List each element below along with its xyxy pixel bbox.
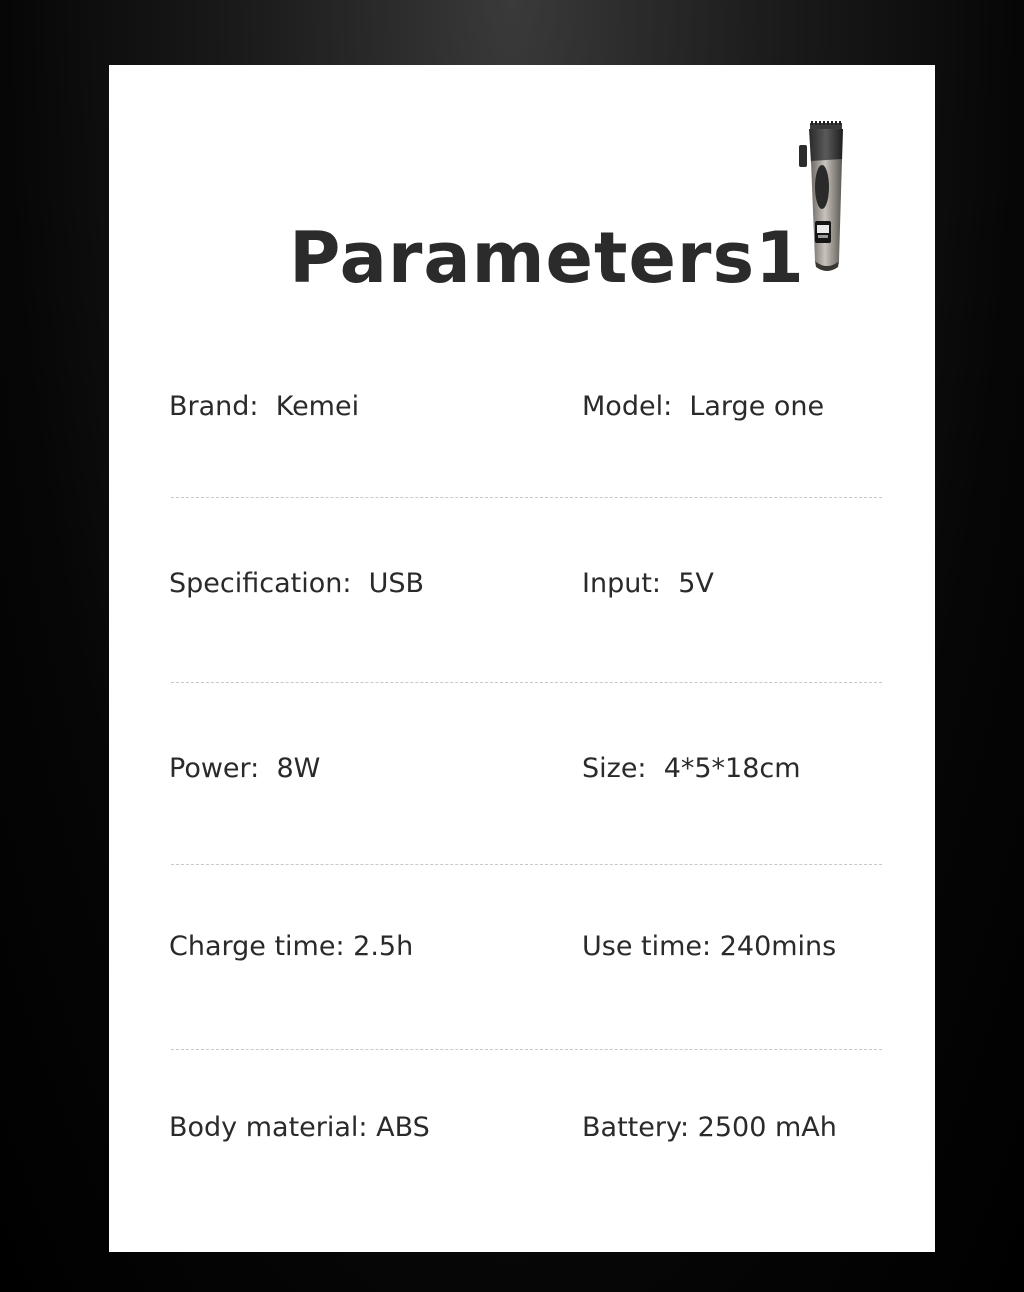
- param-charge-time: [169, 933, 413, 960]
- param-brand: [169, 393, 359, 420]
- param-use-time-label: Use time:: [582, 931, 712, 962]
- row-divider: [171, 864, 882, 865]
- param-specification: [169, 570, 424, 597]
- param-brand-value: Kemei: [275, 391, 360, 422]
- row-divider: [171, 497, 882, 498]
- page-title: Parameters1: [289, 217, 805, 299]
- param-charge-time-label: Charge time:: [169, 931, 345, 962]
- param-use-time-value: 240mins: [719, 931, 837, 962]
- param-input: [582, 570, 714, 597]
- row-divider: [171, 1049, 882, 1050]
- param-body-material: [169, 1114, 430, 1141]
- param-input-label: Input:: [582, 568, 662, 599]
- param-size: [582, 755, 801, 782]
- param-use-time: [582, 933, 836, 960]
- param-size-value: 4*5*18cm: [663, 753, 801, 784]
- param-brand-label: Brand:: [169, 391, 259, 422]
- row-divider: [171, 682, 882, 683]
- param-specification-label: Specification:: [169, 568, 352, 599]
- param-battery-label: Battery:: [582, 1112, 690, 1143]
- param-body-material-label: Body material:: [169, 1112, 368, 1143]
- param-model-value: Large one: [689, 391, 825, 422]
- param-power: [169, 755, 320, 782]
- param-size-label: Size:: [582, 753, 647, 784]
- param-specification-value: USB: [368, 568, 425, 599]
- parameters-card: [109, 65, 935, 1252]
- param-input-value: 5V: [678, 568, 714, 599]
- param-power-label: Power:: [169, 753, 260, 784]
- param-body-material-value: ABS: [376, 1112, 430, 1143]
- param-model-label: Model:: [582, 391, 673, 422]
- param-battery: [582, 1114, 837, 1141]
- hair-clipper-icon: [797, 121, 847, 273]
- param-power-value: 8W: [276, 753, 321, 784]
- param-model: [582, 393, 824, 420]
- param-battery-value: 2500 mAh: [697, 1112, 837, 1143]
- param-charge-time-value: 2.5h: [353, 931, 414, 962]
